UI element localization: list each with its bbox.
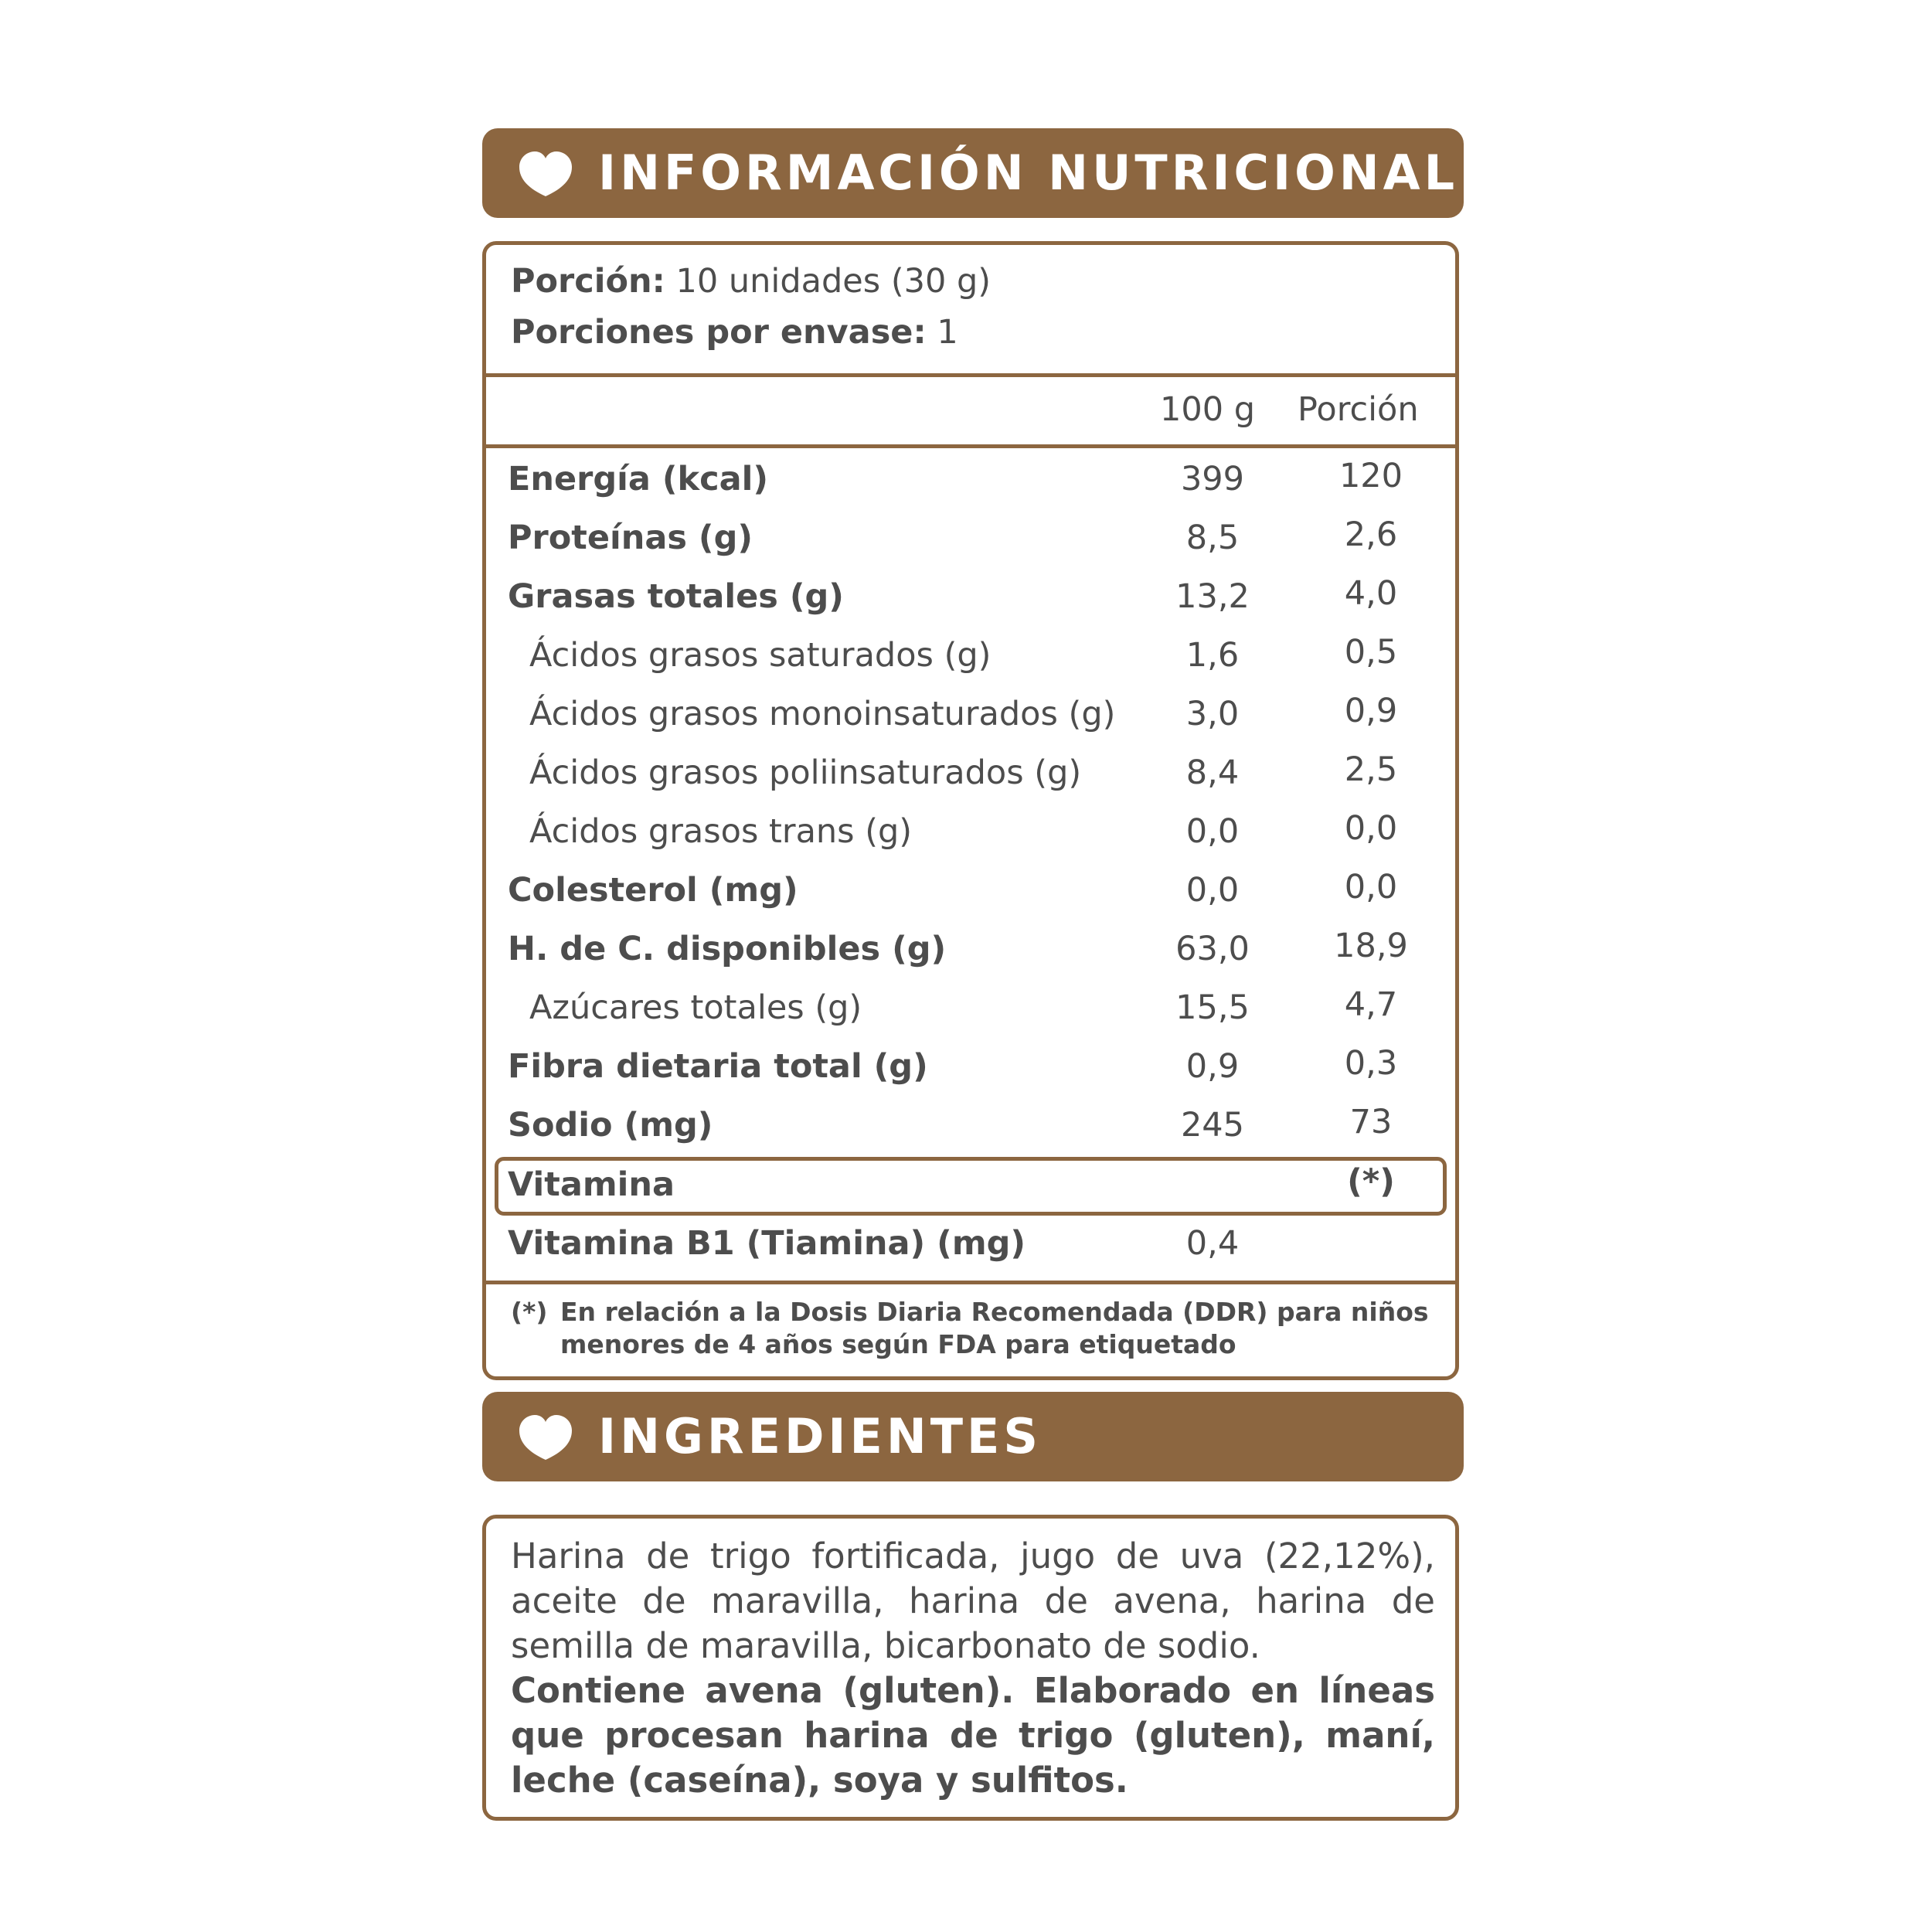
portion-value: 10 unidades (30 g) — [665, 262, 992, 301]
row-label: Sodio (mg) — [508, 1106, 713, 1145]
nutrition-title: INFORMACIÓN NUTRICIONAL — [598, 145, 1459, 201]
row-label: Fibra dietaria total (g) — [508, 1047, 928, 1086]
table-row — [486, 978, 1455, 1037]
table-row — [486, 567, 1455, 626]
servings-value: 1 — [926, 313, 958, 352]
value-100g: 0,4 — [1185, 1224, 1240, 1263]
row-label: Ácidos grasos saturados (g) — [529, 636, 992, 675]
row-label: Ácidos grasos poliinsaturados (g) — [529, 753, 1082, 792]
row-label: Grasas totales (g) — [508, 577, 844, 616]
portion-label: Porción: — [511, 262, 665, 301]
value-portion: 2,6 — [1344, 515, 1398, 554]
value-100g: 0,9 — [1185, 1047, 1240, 1086]
table-row — [486, 1037, 1455, 1096]
allergen-statement: Contiene avena (gluten). Elaborado en líneas que procesan harina de trigo (gluten), maní, leche (caseína), soya y sulfitos. — [511, 1670, 1435, 1801]
divider — [486, 373, 1455, 377]
ingredients-title: INGREDIENTES — [598, 1408, 1043, 1464]
table-row — [486, 1096, 1455, 1155]
row-label: Proteínas (g) — [508, 519, 753, 557]
value-portion: 120 — [1338, 457, 1403, 495]
row-label: Vitamina B1 (Tiamina) (mg) — [508, 1224, 1026, 1263]
table-row — [486, 743, 1455, 802]
heart-icon — [518, 1413, 573, 1461]
value-100g: 3,0 — [1185, 695, 1240, 733]
value-100g: 399 — [1180, 460, 1245, 498]
row-label: H. de C. disponibles (g) — [508, 930, 947, 968]
servings-label: Porciones por envase: — [511, 313, 927, 352]
table-row — [486, 1214, 1455, 1273]
footnote-line-2: menores de 4 años según FDA para etiquetado — [560, 1329, 1236, 1359]
value-100g: 0,0 — [1185, 871, 1240, 910]
row-label: Ácidos grasos trans (g) — [529, 812, 913, 851]
row-label: Azúcares totales (g) — [529, 988, 862, 1027]
value-100g: 0,0 — [1185, 812, 1240, 851]
value-portion: 18,9 — [1334, 927, 1408, 965]
ingredients-box — [482, 1515, 1459, 1821]
footnote-marker: (*) — [511, 1297, 548, 1327]
value-portion: 0,0 — [1344, 868, 1398, 906]
value-100g: 63,0 — [1175, 930, 1250, 968]
value-100g: 245 — [1180, 1106, 1245, 1145]
value-100g: 1,6 — [1185, 636, 1240, 675]
value-100g: 13,2 — [1175, 577, 1250, 616]
table-row — [486, 861, 1455, 920]
nutrition-table — [482, 241, 1459, 1380]
ingredients-text-block — [511, 1534, 1435, 1803]
ingredients-list: Harina de trigo fortificada, jugo de uva (22,12%), aceite de maravilla, harina de avena, harina de semilla de maravilla, bicarbonato de sodio. — [511, 1536, 1435, 1666]
row-label: Ácidos grasos monoinsaturados (g) — [529, 695, 1116, 733]
value-100g: 15,5 — [1175, 988, 1250, 1027]
value-portion: 73 — [1349, 1103, 1393, 1141]
value-portion: 0,0 — [1344, 809, 1398, 848]
nutrition-header-banner — [482, 128, 1464, 218]
value-100g: 8,4 — [1185, 753, 1240, 792]
table-row — [486, 509, 1455, 567]
vitamin-header-marker: (*) — [1347, 1162, 1395, 1201]
value-portion: 0,3 — [1344, 1044, 1398, 1083]
column-header-100g: 100 g — [1160, 390, 1256, 429]
footnote — [511, 1296, 1429, 1361]
vitamin-header-row — [486, 1155, 1455, 1214]
table-row — [486, 450, 1455, 509]
value-portion: 0,9 — [1344, 692, 1398, 730]
divider — [486, 444, 1455, 448]
footnote-line-1: En relación a la Dosis Diaria Recomendada (DDR) para niños — [560, 1297, 1429, 1327]
servings-line — [511, 313, 958, 352]
value-portion: 4,7 — [1344, 985, 1398, 1024]
value-portion: 2,5 — [1344, 750, 1398, 789]
ingredients-header-banner — [482, 1392, 1464, 1481]
portion-line — [511, 262, 991, 301]
table-row — [486, 685, 1455, 743]
table-row — [486, 626, 1455, 685]
row-label: Colesterol (mg) — [508, 871, 798, 910]
value-portion: 0,5 — [1344, 633, 1398, 672]
value-portion: 4,0 — [1344, 574, 1398, 613]
heart-icon — [518, 150, 573, 198]
table-row — [486, 802, 1455, 861]
vitamin-header-label: Vitamina — [508, 1165, 675, 1204]
column-header-portion: Porción — [1298, 390, 1419, 429]
table-row — [486, 920, 1455, 978]
row-label: Energía (kcal) — [508, 460, 769, 498]
value-100g: 8,5 — [1185, 519, 1240, 557]
divider — [486, 1281, 1455, 1284]
